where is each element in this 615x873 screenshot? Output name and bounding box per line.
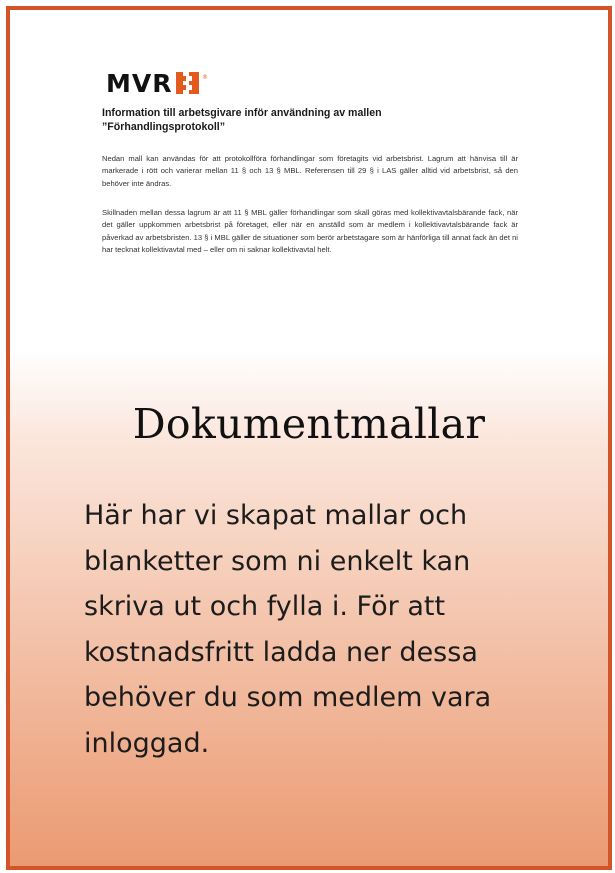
document-heading-line1: Information till arbetsgivare inför användning av mallen: [102, 107, 382, 119]
document-paragraph-1: Nedan mall kan användas för att protokollföra förhandlingar som företagits vid arbetsbrist. Lagrum att hänvisa till är markerade i rött och varierar mellan 11 § och 13 § MBL. Referensen till 29 § i LAS gäller alltid vid arbetsbrist, så den behöver inte ändras.: [102, 154, 518, 188]
document-templates-card[interactable]: [6, 6, 612, 870]
document-heading: [102, 106, 522, 134]
document-heading-line2: ”Förhandlingsprotokoll”: [102, 121, 225, 133]
card-title: Dokumentmallar: [132, 400, 486, 448]
logo-text: MVR: [106, 68, 173, 98]
registered-mark: ®: [202, 74, 209, 81]
card-description: Här har vi skapat mallar och blanketter som ni enkelt kan skriva ut och fylla i. För att kostnadsfritt ladda ner dessa behöver du som medlem vara inloggad.: [84, 500, 492, 759]
document-preview: [10, 10, 608, 310]
mvr-logo-mark-icon: [176, 70, 216, 96]
mvr-logo: [106, 66, 216, 100]
document-paragraph-2: Skillnaden mellan dessa lagrum är att 11 § MBL gäller förhandlingar som skall göras med kollektivavtalsbärande fack, när det gäller uppkommen arbetsbrist på företaget, eller när en anställd som är medlem i kollektivavtalsbärande fack är påverkad av arbetsbristen. 13 § i MBL gäller de situationer som berör arbetstagare som är hänförliga till annat fack än det ni har tecknat kollektivavtal med – eller om ni saknar kollektivavtal helt.: [102, 208, 518, 255]
